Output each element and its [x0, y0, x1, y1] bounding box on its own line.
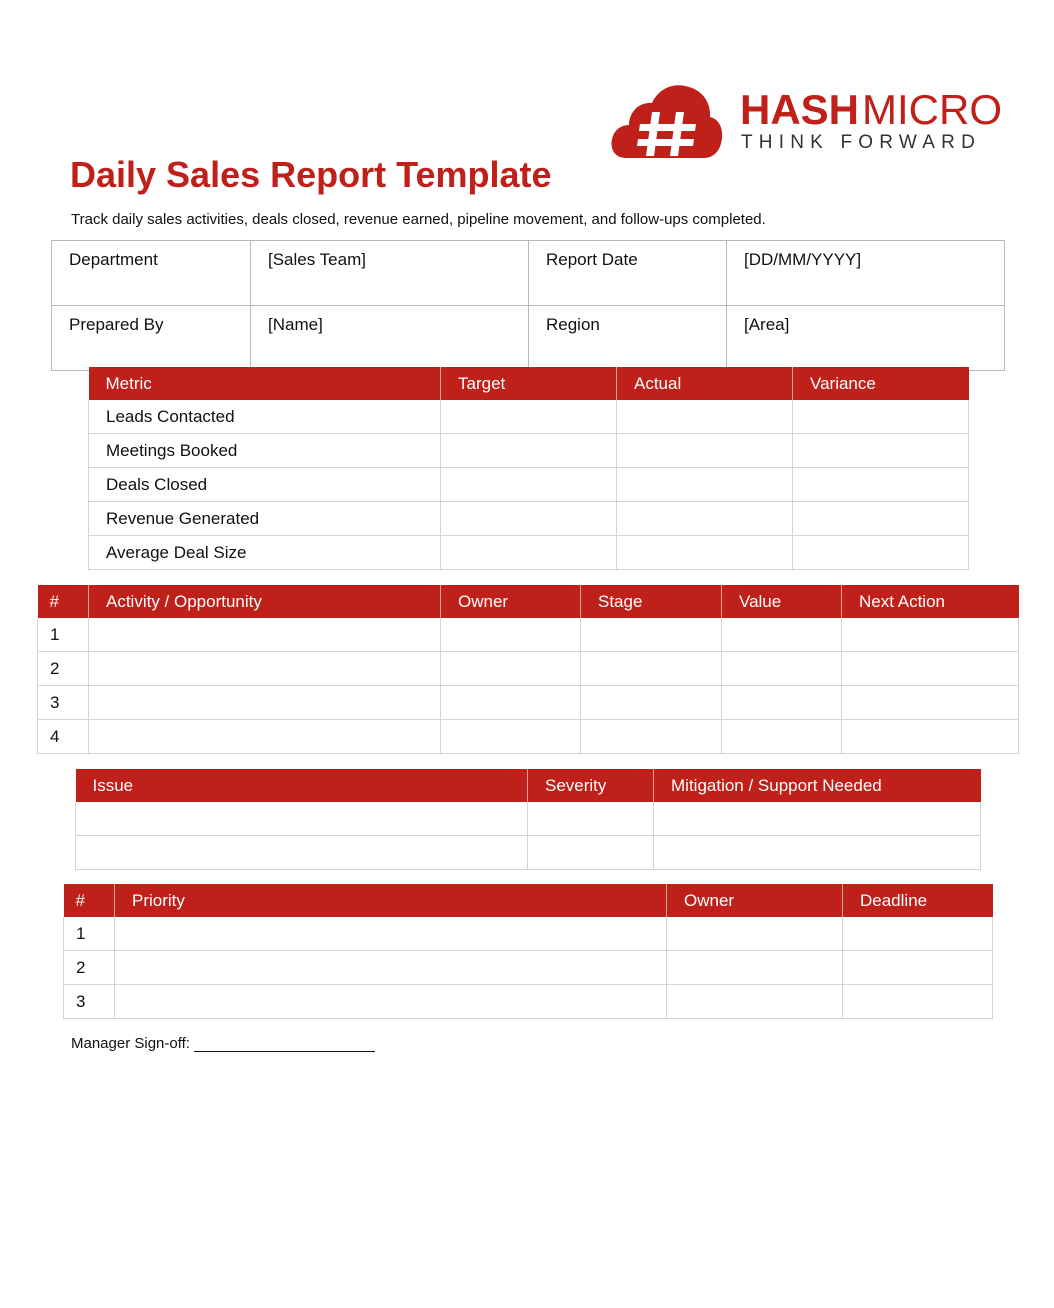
region-field[interactable]: [Area] [727, 306, 1005, 371]
owner-cell[interactable] [441, 686, 581, 720]
cloud-hash-icon [610, 84, 725, 162]
owner-cell[interactable] [667, 985, 843, 1019]
header-actual: Actual [617, 367, 793, 400]
value-cell[interactable] [722, 652, 842, 686]
table-row [38, 652, 1019, 686]
header-number: # [38, 585, 89, 618]
owner-cell[interactable] [441, 652, 581, 686]
metric-label: Leads Contacted [89, 400, 441, 434]
table-row [64, 951, 993, 985]
severity-cell[interactable] [528, 802, 654, 836]
table-row [89, 400, 969, 434]
mitigation-cell[interactable] [654, 802, 981, 836]
variance-cell[interactable] [793, 434, 969, 468]
header-severity: Severity [528, 769, 654, 802]
deadline-cell[interactable] [843, 951, 993, 985]
owner-cell[interactable] [667, 951, 843, 985]
priority-cell[interactable] [115, 951, 667, 985]
target-cell[interactable] [441, 536, 617, 570]
header-next-action: Next Action [842, 585, 1019, 618]
severity-cell[interactable] [528, 836, 654, 870]
actual-cell[interactable] [617, 468, 793, 502]
table-row [38, 720, 1019, 754]
row-number: 2 [38, 652, 89, 686]
header-target: Target [441, 367, 617, 400]
table-header-row [38, 585, 1019, 618]
table-row [64, 985, 993, 1019]
variance-cell[interactable] [793, 536, 969, 570]
table-header-row [64, 884, 993, 917]
header-priority: Priority [115, 884, 667, 917]
header-variance: Variance [793, 367, 969, 400]
row-number: 3 [64, 985, 115, 1019]
priority-cell[interactable] [115, 985, 667, 1019]
stage-cell[interactable] [581, 618, 722, 652]
header-owner: Owner [667, 884, 843, 917]
issue-cell[interactable] [76, 802, 528, 836]
activity-cell[interactable] [89, 618, 441, 652]
table-header-row [76, 769, 981, 802]
target-cell[interactable] [441, 434, 617, 468]
deadline-cell[interactable] [843, 917, 993, 951]
manager-signoff [71, 1035, 375, 1052]
metrics-table [88, 367, 969, 570]
next-action-cell[interactable] [842, 686, 1019, 720]
report-date-field[interactable]: [DD/MM/YYYY] [727, 241, 1005, 306]
header-issue: Issue [76, 769, 528, 802]
row-number: 3 [38, 686, 89, 720]
priority-cell[interactable] [115, 917, 667, 951]
value-cell[interactable] [722, 618, 842, 652]
logo-brand-light: MICRO [862, 86, 1002, 133]
activity-cell[interactable] [89, 720, 441, 754]
owner-cell[interactable] [441, 618, 581, 652]
owner-cell[interactable] [441, 720, 581, 754]
table-row [89, 536, 969, 570]
department-label: Department [52, 241, 251, 306]
metric-label: Average Deal Size [89, 536, 441, 570]
row-number: 2 [64, 951, 115, 985]
table-row [64, 917, 993, 951]
header-owner: Owner [441, 585, 581, 618]
table-header-row [89, 367, 969, 400]
stage-cell[interactable] [581, 720, 722, 754]
variance-cell[interactable] [793, 502, 969, 536]
stage-cell[interactable] [581, 686, 722, 720]
actual-cell[interactable] [617, 536, 793, 570]
priorities-table [63, 884, 993, 1019]
table-row [89, 502, 969, 536]
row-number: 4 [38, 720, 89, 754]
signoff-label: Manager Sign-off: [71, 1035, 190, 1052]
info-row [52, 306, 1005, 371]
metric-label: Revenue Generated [89, 502, 441, 536]
metric-label: Deals Closed [89, 468, 441, 502]
activities-table [37, 585, 1019, 754]
activity-cell[interactable] [89, 652, 441, 686]
issue-cell[interactable] [76, 836, 528, 870]
report-date-label: Report Date [529, 241, 727, 306]
variance-cell[interactable] [793, 400, 969, 434]
owner-cell[interactable] [667, 917, 843, 951]
logo-brand-bold: HASH [740, 86, 860, 133]
activity-cell[interactable] [89, 686, 441, 720]
header-stage: Stage [581, 585, 722, 618]
row-number: 1 [64, 917, 115, 951]
metric-label: Meetings Booked [89, 434, 441, 468]
header-value: Value [722, 585, 842, 618]
header-activity: Activity / Opportunity [89, 585, 441, 618]
info-row [52, 241, 1005, 306]
logo-tagline: THINK FORWARD [741, 132, 981, 153]
signature-line[interactable] [194, 1037, 375, 1052]
header-metric: Metric [89, 367, 441, 400]
variance-cell[interactable] [793, 468, 969, 502]
target-cell[interactable] [441, 502, 617, 536]
issues-table [75, 769, 981, 870]
deadline-cell[interactable] [843, 985, 993, 1019]
region-label: Region [529, 306, 727, 371]
page-title: Daily Sales Report Template [70, 154, 552, 195]
value-cell[interactable] [722, 686, 842, 720]
target-cell[interactable] [441, 400, 617, 434]
next-action-cell[interactable] [842, 652, 1019, 686]
page-subtitle: Track daily sales activities, deals closed, revenue earned, pipeline movement, and follow-ups completed. [71, 211, 766, 228]
next-action-cell[interactable] [842, 720, 1019, 754]
next-action-cell[interactable] [842, 618, 1019, 652]
actual-cell[interactable] [617, 502, 793, 536]
header-mitigation: Mitigation / Support Needed [654, 769, 981, 802]
prepared-by-field[interactable]: [Name] [251, 306, 529, 371]
row-number: 1 [38, 618, 89, 652]
table-row [89, 434, 969, 468]
report-info-table [51, 240, 1005, 371]
table-row [38, 618, 1019, 652]
hashmicro-logo [610, 84, 1010, 164]
table-row [89, 468, 969, 502]
actual-cell[interactable] [617, 400, 793, 434]
prepared-by-label: Prepared By [52, 306, 251, 371]
header-number: # [64, 884, 115, 917]
department-field[interactable]: [Sales Team] [251, 241, 529, 306]
table-row [38, 686, 1019, 720]
stage-cell[interactable] [581, 652, 722, 686]
value-cell[interactable] [722, 720, 842, 754]
header-deadline: Deadline [843, 884, 993, 917]
table-row [76, 802, 981, 836]
table-row [76, 836, 981, 870]
actual-cell[interactable] [617, 434, 793, 468]
target-cell[interactable] [441, 468, 617, 502]
mitigation-cell[interactable] [654, 836, 981, 870]
